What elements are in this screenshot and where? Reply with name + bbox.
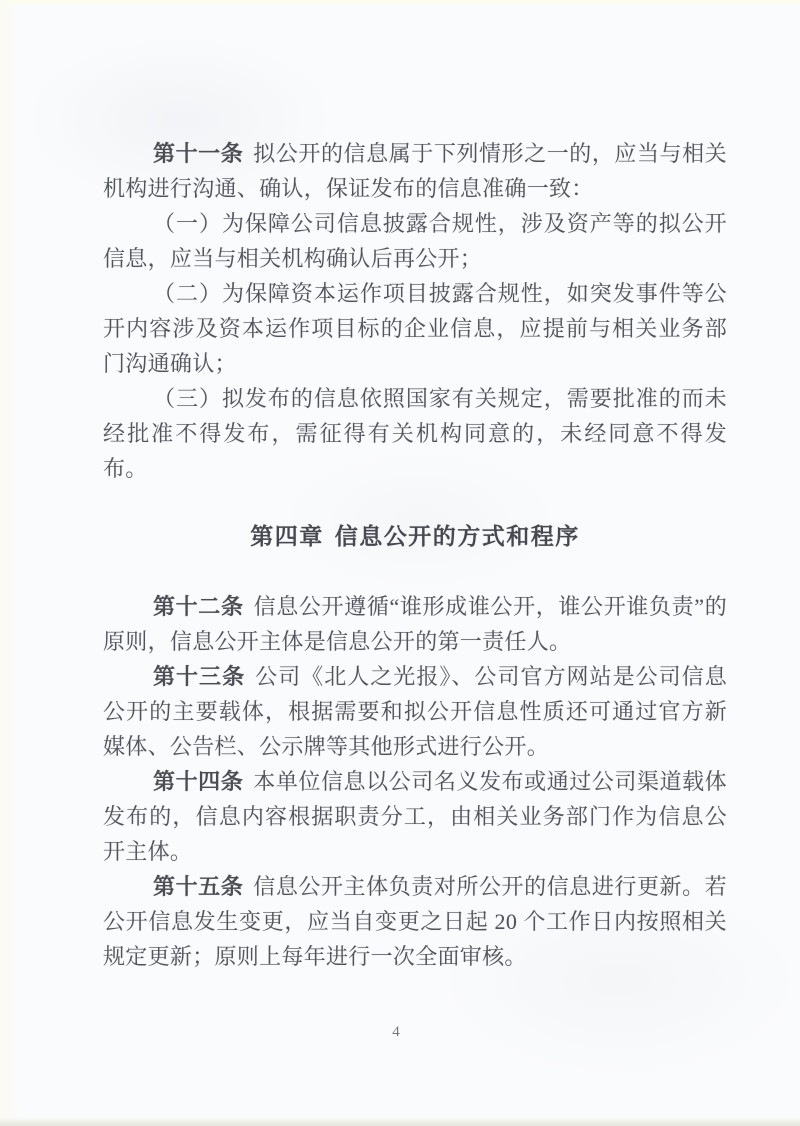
page-footer [0, 1024, 792, 1041]
clause-3-paragraph [103, 381, 727, 486]
scan-edge-bottom [0, 1117, 800, 1126]
article-13-paragraph [103, 659, 727, 764]
article-11-paragraph [103, 136, 727, 206]
clause-2-text: （二）为保障资本运作项目披露合规性，如突发事件等公开内容涉及资本运作项目标的企业信息，应提前与相关业务部门沟通确认； [103, 281, 727, 376]
document-content [103, 136, 727, 974]
page-number: 4 [392, 1024, 400, 1040]
article-11-text: 拟公开的信息属于下列情形之一的，应当与相关机构进行沟通、确认，保证发布的信息准确一致： [103, 141, 727, 201]
clause-1-paragraph [103, 206, 727, 276]
clause-1-text: （一）为保障公司信息披露合规性，涉及资产等的拟公开信息，应当与相关机构确认后再公开； [103, 211, 727, 271]
scan-edge-left [0, 0, 20, 1126]
article-15-text: 信息公开主体负责对所公开的信息进行更新。若公开信息发生变更，应当自变更之日起 20 个工作日内按照相关规定更新；原则上每年进行一次全面审核。 [103, 874, 727, 969]
chapter-heading [103, 519, 727, 554]
article-14-paragraph [103, 764, 727, 869]
chapter-label: 第四章 [250, 523, 324, 549]
article-12-text: 信息公开遵循“谁形成谁公开，谁公开谁负责”的原则，信息公开主体是信息公开的第一责任人。 [103, 594, 727, 654]
chapter-title: 信息公开的方式和程序 [334, 523, 580, 549]
article-13-number: 第十三条 [153, 664, 246, 689]
scan-edge-top [0, 0, 800, 3]
article-11-number: 第十一条 [153, 141, 244, 166]
clause-3-text: （三）拟发布的信息依照国家有关规定，需要批准的而未经批准不得发布，需征得有关机构同意的，未经同意不得发布。 [103, 386, 727, 481]
article-12-paragraph [103, 589, 727, 659]
article-12-number: 第十二条 [153, 594, 244, 619]
clause-2-paragraph [103, 276, 727, 381]
article-14-number: 第十四条 [153, 769, 244, 794]
article-13-text: 公司《北人之光报》、公司官方网站是公司信息公开的主要载体，根据需要和拟公开信息性质还可通过官方新媒体、公告栏、公示牌等其他形式进行公开。 [103, 664, 727, 759]
article-15-paragraph [103, 869, 727, 974]
article-15-number: 第十五条 [153, 874, 244, 899]
article-14-text: 本单位信息以公司名义发布或通过公司渠道载体发布的，信息内容根据职责分工，由相关业务部门作为信息公开主体。 [103, 769, 727, 864]
